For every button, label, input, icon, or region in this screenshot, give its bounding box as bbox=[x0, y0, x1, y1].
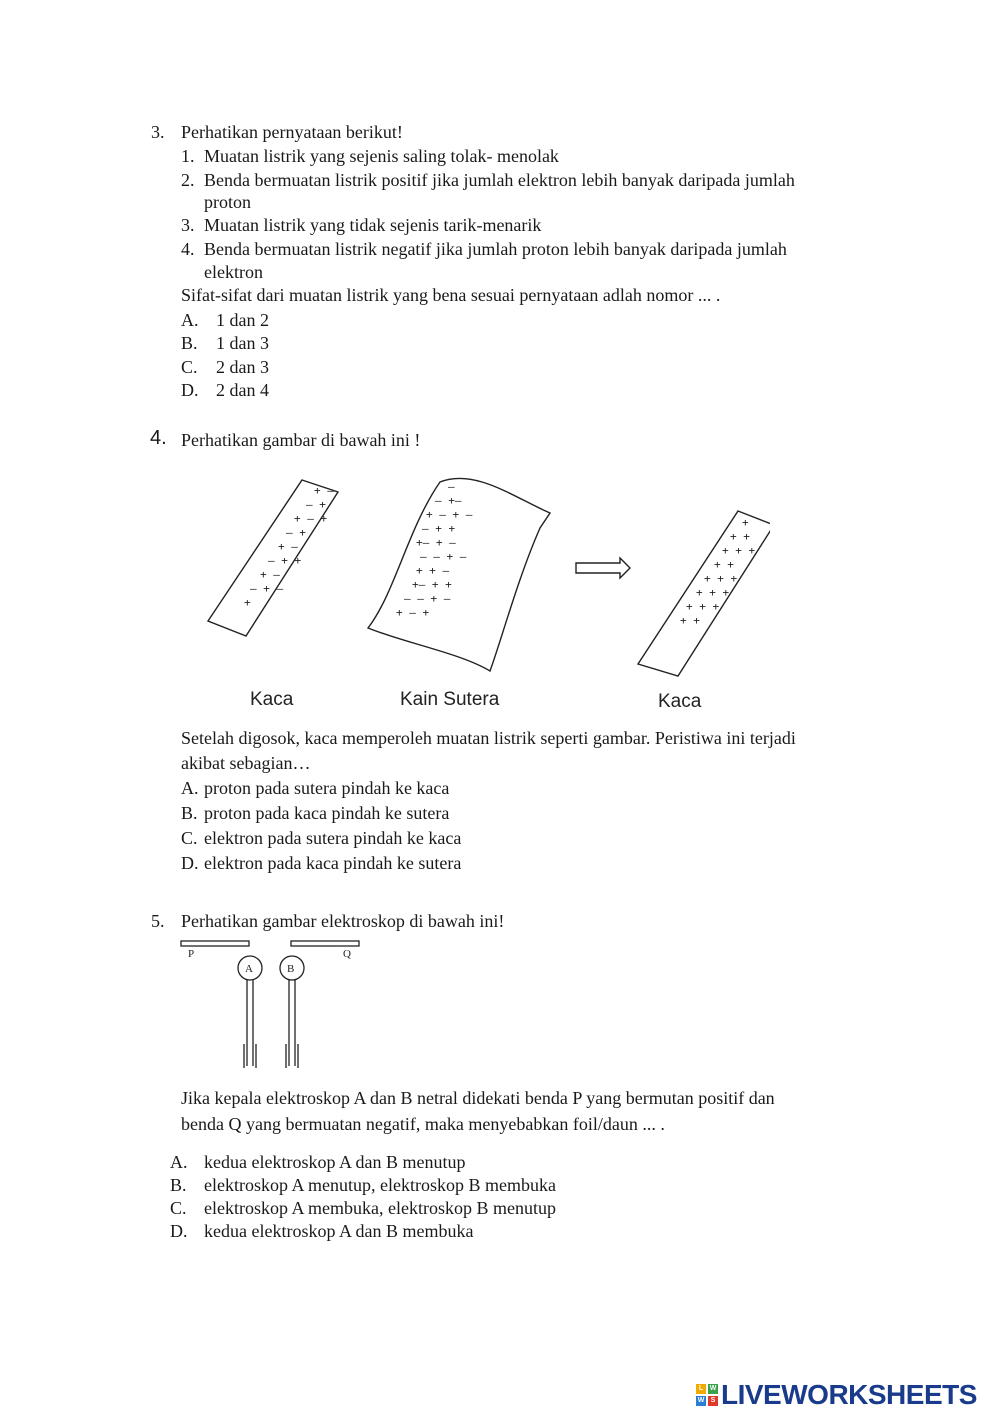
charge-mark: +‒ + + bbox=[412, 578, 452, 591]
charge-mark: + bbox=[244, 596, 251, 609]
option-letter[interactable]: A. bbox=[181, 778, 199, 798]
statement-text-continued: elektron bbox=[204, 262, 263, 282]
question-prompt: Perhatikan pernyataan berikut! bbox=[181, 122, 403, 142]
statement-text: Muatan listrik yang tidak sejenis tarik-menarik bbox=[204, 215, 542, 235]
charge-mark: + bbox=[742, 516, 749, 529]
option-letter[interactable]: D. bbox=[170, 1221, 188, 1241]
charge-mark: + ‒ bbox=[278, 540, 298, 553]
option-text[interactable]: elektron pada sutera pindah ke kaca bbox=[204, 828, 462, 848]
figure-label-glass-right: Kaca bbox=[658, 691, 702, 712]
liveworksheets-logo-icon: L W W S bbox=[697, 1385, 717, 1404]
statement-text: Benda bermuatan listrik positif jika jumlah elektron lebih banyak daripada jumlah bbox=[204, 170, 795, 190]
charge-mark: ‒ + + bbox=[268, 554, 302, 567]
liveworksheets-logo bbox=[696, 1378, 977, 1412]
question-number: 5. bbox=[151, 911, 165, 931]
question-text: benda Q yang bermuatan negatif, maka menyebabkan foil/daun ... . bbox=[181, 1114, 665, 1134]
option-text[interactable]: elektron pada kaca pindah ke sutera bbox=[204, 853, 462, 873]
charge-mark: ‒ ‒ + ‒ bbox=[420, 550, 467, 563]
question-text: Setelah digosok, kaca memperoleh muatan listrik seperti gambar. Peristiwa ini terjadi bbox=[181, 728, 796, 748]
charge-mark: + + + bbox=[686, 600, 720, 613]
charge-mark: + + + bbox=[722, 544, 756, 557]
charge-mark: + + bbox=[730, 530, 750, 543]
option-letter[interactable]: A. bbox=[170, 1152, 188, 1172]
charge-mark: + ‒ + bbox=[396, 606, 430, 619]
statement-text-continued: proton bbox=[204, 192, 251, 212]
charge-mark: ‒ bbox=[448, 480, 455, 493]
option-text[interactable]: kedua elektroskop A dan B membuka bbox=[204, 1221, 474, 1241]
question-number: 3. bbox=[151, 122, 165, 142]
option-letter[interactable]: B. bbox=[181, 803, 198, 823]
figure-label-silk: Kain Sutera bbox=[400, 689, 500, 710]
label-a: A bbox=[245, 963, 253, 975]
option-letter[interactable]: C. bbox=[170, 1198, 187, 1218]
charge-mark: + + + bbox=[704, 572, 738, 585]
question-text: Jika kepala elektroskop A dan B netral didekati benda P yang bermutan positif dan bbox=[181, 1088, 775, 1108]
option-text[interactable]: 2 dan 3 bbox=[216, 357, 269, 377]
figure-label-glass-left: Kaca bbox=[250, 689, 294, 710]
charge-mark: ‒ +‒ bbox=[435, 494, 462, 507]
label-b: B bbox=[287, 963, 295, 975]
charge-mark: + + bbox=[680, 614, 700, 627]
statement-number: 2. bbox=[181, 170, 195, 190]
option-text[interactable]: kedua elektroskop A dan B menutup bbox=[204, 1152, 466, 1172]
charge-mark: + ‒ bbox=[260, 568, 280, 581]
option-text[interactable]: elektroskop A membuka, elektroskop B menutup bbox=[204, 1198, 556, 1218]
statement-text: Benda bermuatan listrik negatif jika jumlah proton lebih banyak daripada jumlah bbox=[204, 239, 787, 259]
label-p: P bbox=[188, 948, 195, 960]
option-letter[interactable]: C. bbox=[181, 357, 198, 377]
option-text[interactable]: 2 dan 4 bbox=[216, 380, 269, 400]
plate-p bbox=[181, 941, 249, 946]
charge-mark: ‒ ‒ + ‒ bbox=[404, 592, 451, 605]
plate-q bbox=[291, 941, 359, 946]
charge-mark: + ‒ + bbox=[294, 512, 328, 525]
charge-mark: ‒ + bbox=[306, 498, 326, 511]
question-text: akibat sebagian… bbox=[181, 753, 311, 773]
option-text[interactable]: 1 dan 2 bbox=[216, 310, 269, 330]
charge-mark: + ‒ bbox=[314, 484, 334, 497]
option-text[interactable]: proton pada sutera pindah ke kaca bbox=[204, 778, 450, 798]
option-letter[interactable]: D. bbox=[181, 380, 199, 400]
charge-mark: + ‒ + ‒ bbox=[426, 508, 473, 521]
transfer-arrow bbox=[576, 558, 630, 578]
charge-mark: + + bbox=[714, 558, 734, 571]
statement-number: 1. bbox=[181, 146, 195, 166]
charge-mark: ‒ + + bbox=[422, 522, 456, 535]
option-letter[interactable]: C. bbox=[181, 828, 198, 848]
charge-mark: ‒ + ‒ bbox=[250, 582, 284, 595]
glass-silk-rubbing-figure bbox=[190, 468, 770, 718]
statement-number: 3. bbox=[181, 215, 195, 235]
charge-mark: ‒ + bbox=[286, 526, 306, 539]
question-text: Sifat-sifat dari muatan listrik yang bena sesuai pernyataan adlah nomor ... . bbox=[181, 285, 721, 305]
option-letter[interactable]: D. bbox=[181, 853, 199, 873]
charge-mark: + + + bbox=[696, 586, 730, 599]
question-prompt: Perhatikan gambar di bawah ini ! bbox=[181, 430, 421, 450]
option-text[interactable]: elektroskop A menutup, elektroskop B membuka bbox=[204, 1175, 556, 1195]
label-q: Q bbox=[343, 948, 351, 960]
statement-number: 4. bbox=[181, 239, 195, 259]
question-prompt: Perhatikan gambar elektroskop di bawah ini! bbox=[181, 911, 505, 931]
statement-text: Muatan listrik yang sejenis saling tolak- menolak bbox=[204, 146, 559, 166]
option-text[interactable]: 1 dan 3 bbox=[216, 333, 269, 353]
option-letter[interactable]: A. bbox=[181, 310, 199, 330]
option-letter[interactable]: B. bbox=[181, 333, 198, 353]
liveworksheets-logo-text: LIVEWORKSHEETS bbox=[721, 1379, 977, 1410]
charge-mark: + + ‒ bbox=[416, 564, 450, 577]
option-text[interactable]: proton pada kaca pindah ke sutera bbox=[204, 803, 450, 823]
option-letter[interactable]: B. bbox=[170, 1175, 187, 1195]
charge-mark: +‒ + ‒ bbox=[416, 536, 456, 549]
question-number: 4. bbox=[150, 427, 167, 449]
electroscope-figure bbox=[178, 936, 368, 1072]
